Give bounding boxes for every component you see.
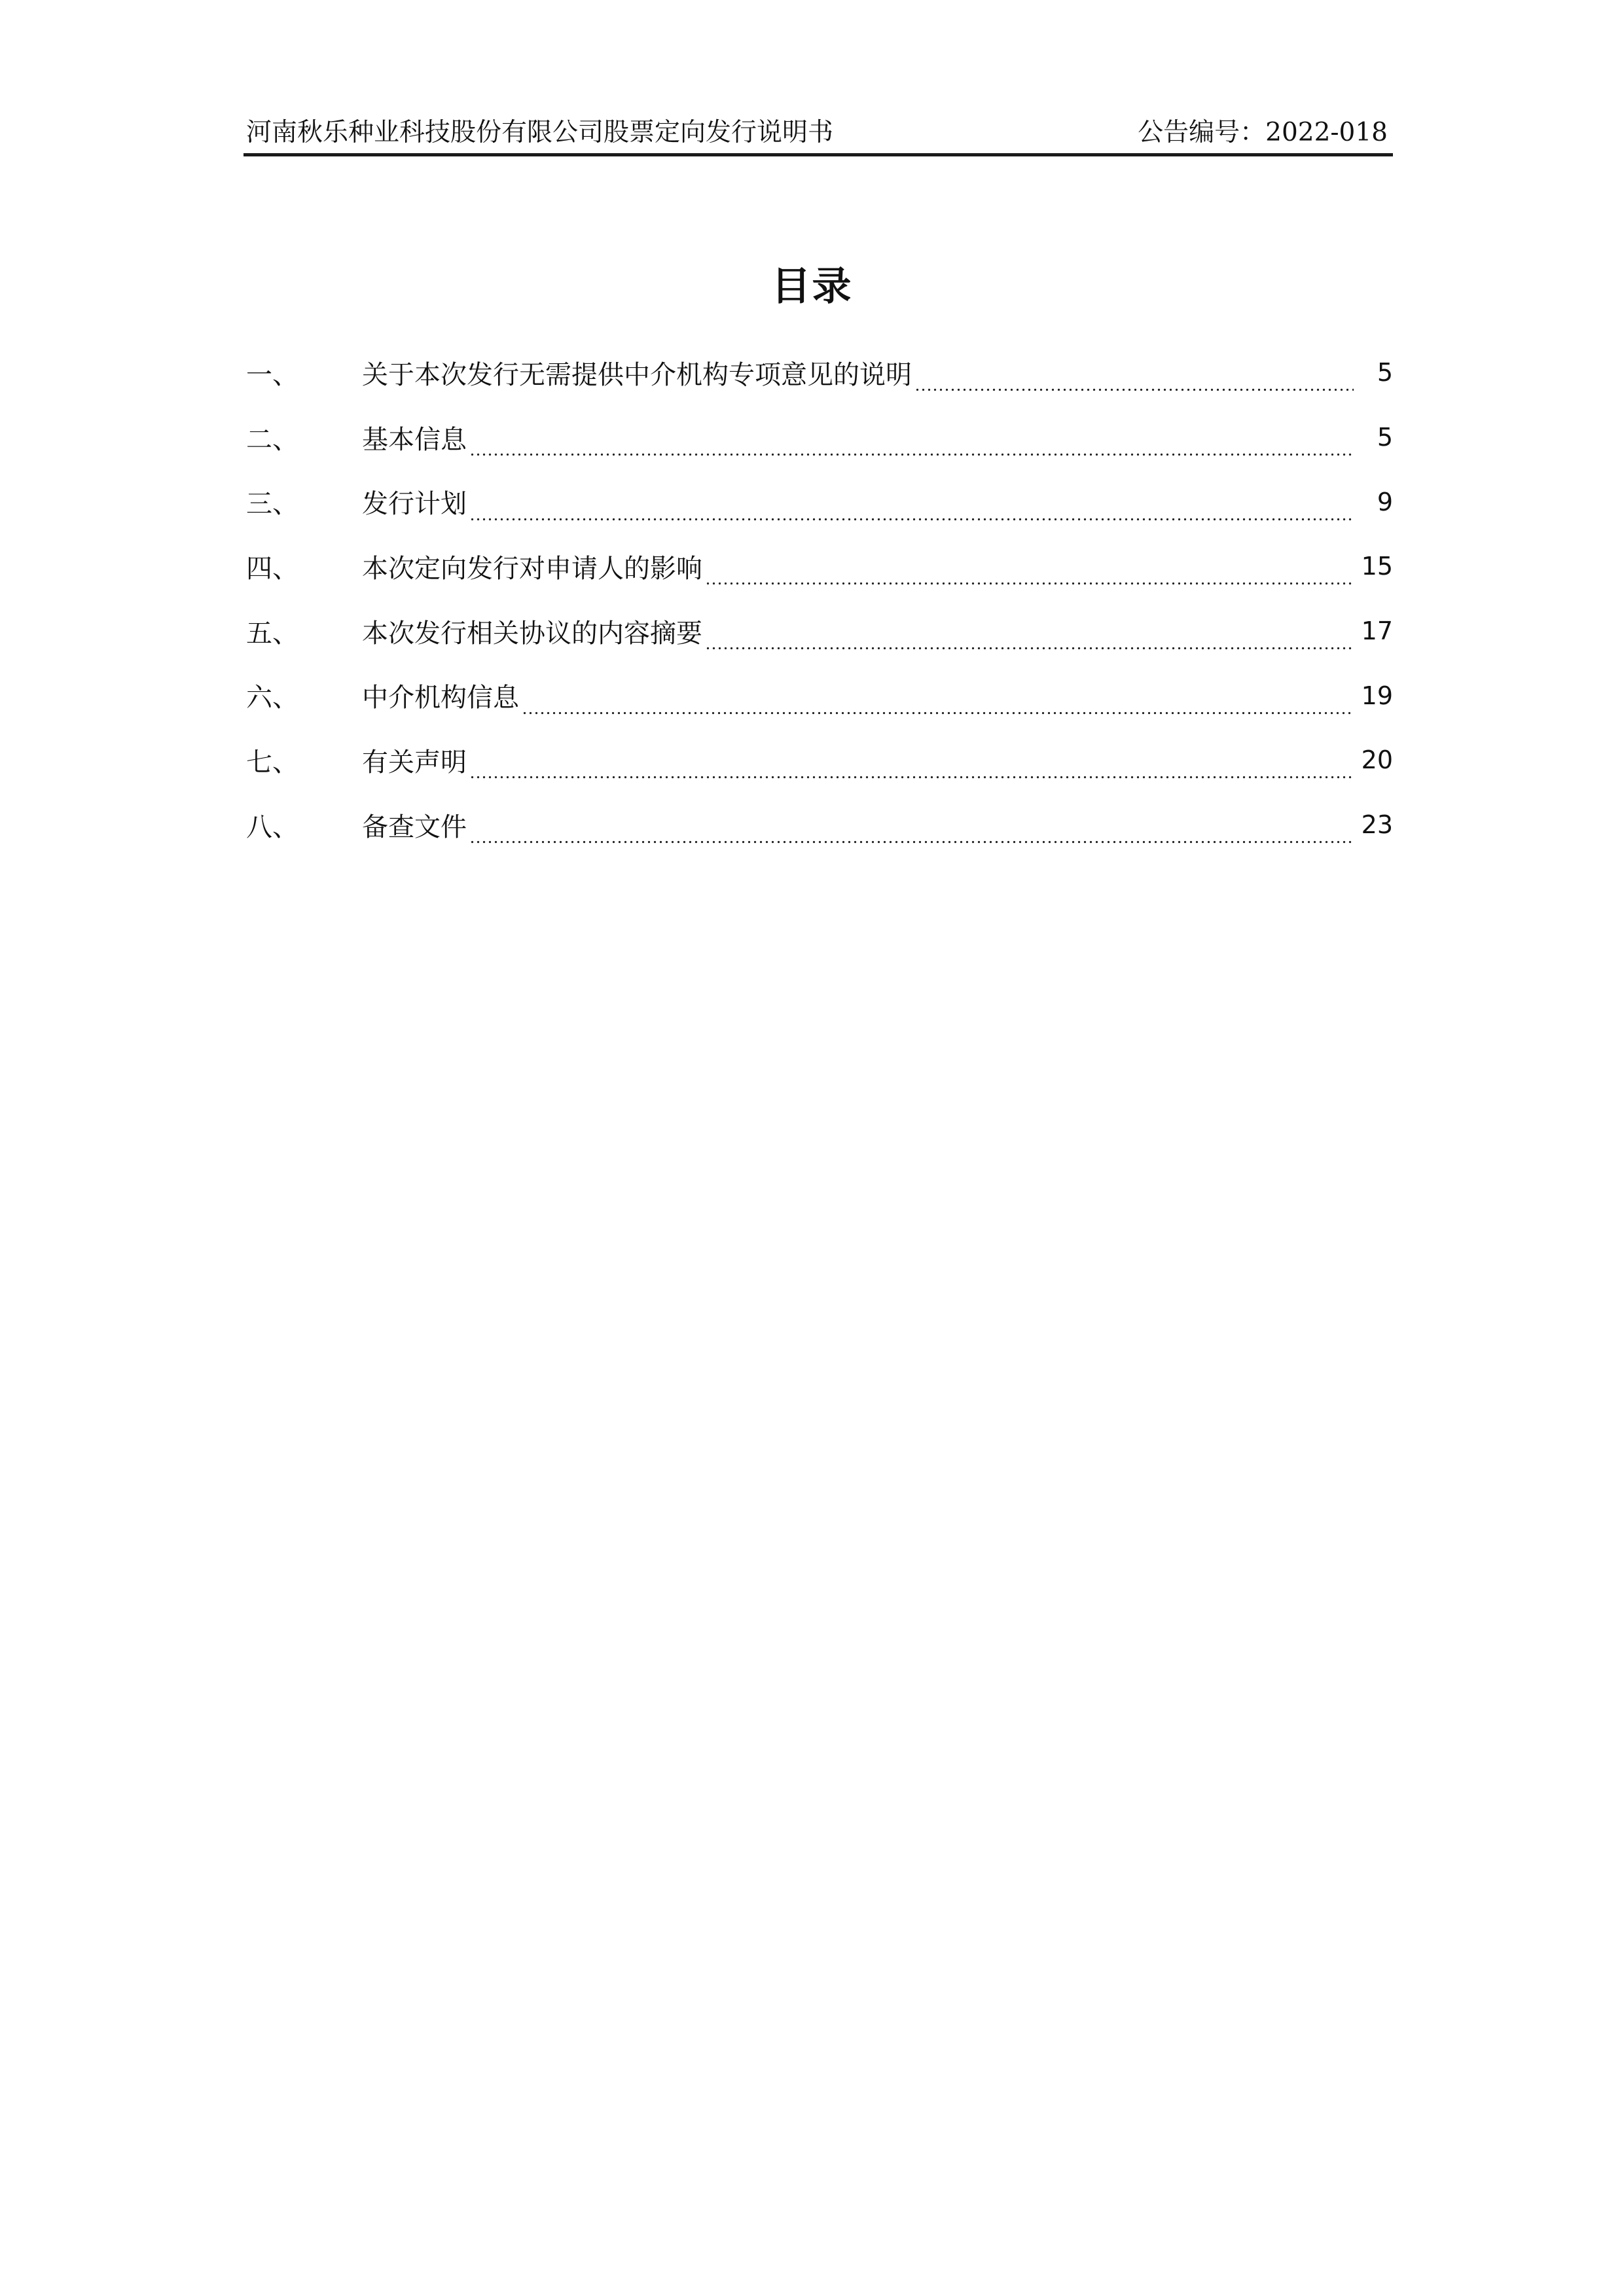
toc-dot-leader bbox=[469, 496, 1354, 522]
toc-entry-5[interactable] bbox=[246, 599, 1393, 664]
toc-entry-title: 中介机构信息 bbox=[362, 683, 519, 713]
toc-entry-number: 四、 bbox=[246, 553, 298, 584]
toc-entry-number: 一、 bbox=[246, 359, 298, 390]
toc-entry-page: 15 bbox=[1361, 552, 1393, 581]
toc-entry-title: 发行计划 bbox=[362, 489, 467, 520]
header-document-title: 河南秋乐种业科技股份有限公司股票定向发行说明书 bbox=[246, 118, 834, 147]
toc-dot-leader bbox=[469, 431, 1354, 457]
toc-entry-page: 9 bbox=[1377, 487, 1393, 516]
toc-dot-leader bbox=[522, 690, 1354, 716]
toc-dot-leader bbox=[705, 560, 1354, 586]
toc-entry-1[interactable] bbox=[246, 340, 1393, 405]
table-of-contents bbox=[246, 340, 1393, 857]
toc-entry-page: 19 bbox=[1361, 681, 1393, 710]
toc-entry-number: 八、 bbox=[246, 812, 298, 842]
toc-entry-number: 三、 bbox=[246, 489, 298, 520]
toc-entry-page: 5 bbox=[1377, 358, 1393, 387]
header-announcement-number: 公告编号：2022-018 bbox=[1138, 118, 1388, 147]
toc-entry-title: 备查文件 bbox=[362, 812, 467, 842]
toc-title: 目录 bbox=[771, 264, 853, 310]
toc-entry-title: 有关声明 bbox=[362, 747, 467, 778]
toc-entry-title: 本次发行相关协议的内容摘要 bbox=[362, 618, 702, 649]
toc-entry-7[interactable] bbox=[246, 728, 1393, 793]
toc-entry-number: 五、 bbox=[246, 618, 298, 649]
toc-entry-title: 本次定向发行对申请人的影响 bbox=[362, 553, 702, 584]
toc-entry-page: 5 bbox=[1377, 423, 1393, 452]
toc-entry-2[interactable] bbox=[246, 405, 1393, 470]
toc-entry-title: 基本信息 bbox=[362, 424, 467, 455]
toc-dot-leader bbox=[705, 625, 1354, 651]
toc-entry-8[interactable] bbox=[246, 793, 1393, 857]
toc-entry-4[interactable] bbox=[246, 534, 1393, 599]
toc-entry-3[interactable] bbox=[246, 469, 1393, 534]
toc-dot-leader bbox=[469, 819, 1354, 845]
toc-dot-leader bbox=[469, 754, 1354, 780]
toc-entry-page: 23 bbox=[1361, 810, 1393, 840]
toc-entry-page: 17 bbox=[1361, 617, 1393, 646]
toc-entry-number: 七、 bbox=[246, 747, 298, 778]
toc-dot-leader bbox=[914, 367, 1354, 393]
toc-entry-number: 六、 bbox=[246, 683, 298, 713]
running-header bbox=[244, 113, 1393, 156]
toc-entry-title: 关于本次发行无需提供中介机构专项意见的说明 bbox=[362, 359, 912, 390]
toc-entry-6[interactable] bbox=[246, 663, 1393, 728]
toc-entry-number: 二、 bbox=[246, 424, 298, 455]
toc-entry-page: 20 bbox=[1361, 745, 1393, 775]
